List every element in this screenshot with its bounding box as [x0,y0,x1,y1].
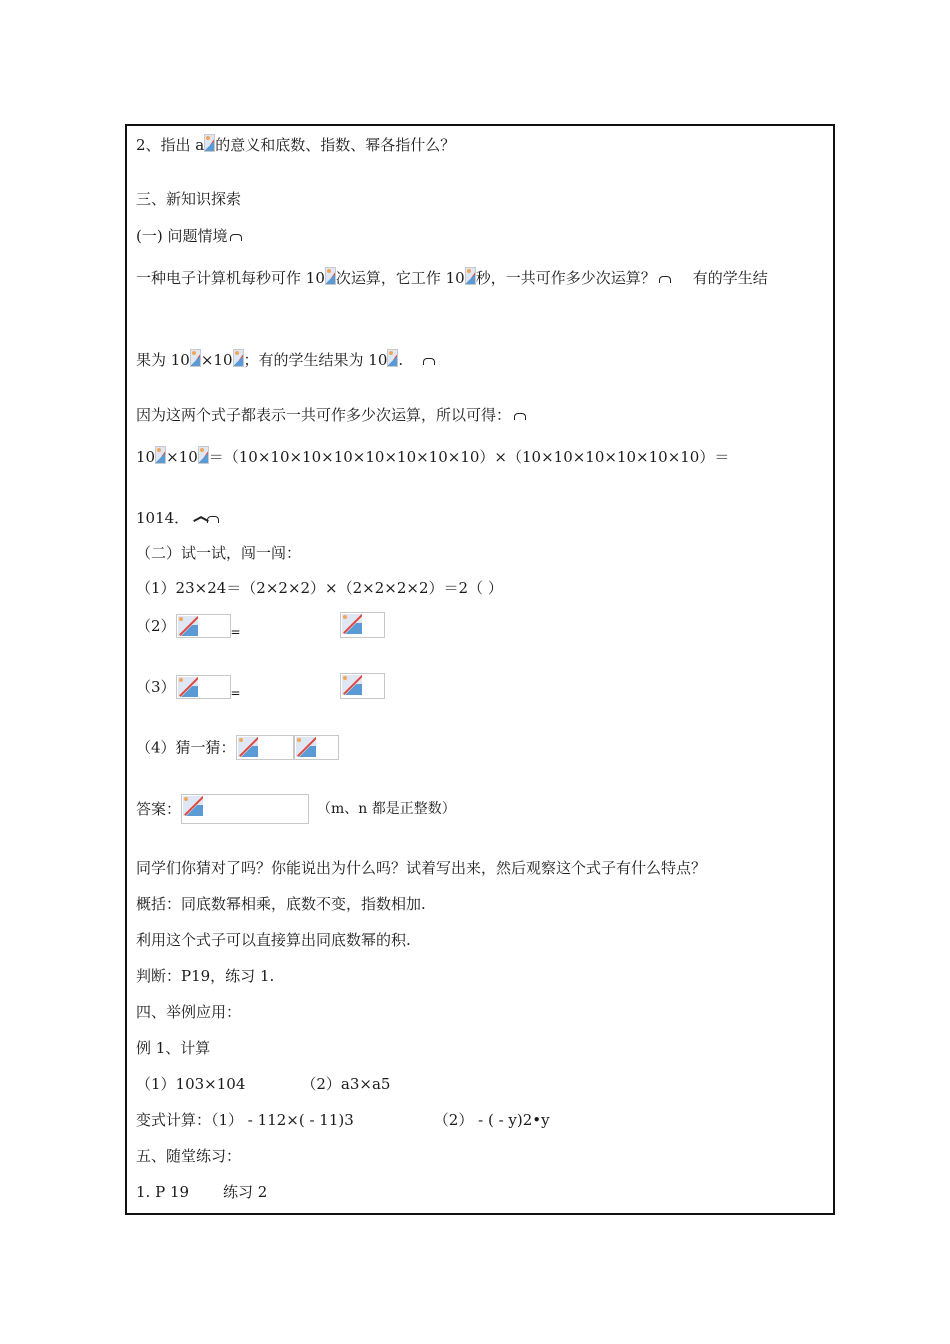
formula-box [236,735,294,760]
formula-image-icon [238,737,258,757]
judge-line: 判断：P19，练习 1. [136,967,275,985]
subsection-2-title: （二）试一试，闯一闯： [136,544,302,562]
section-5-title: 五、随堂练习： [136,1147,242,1165]
edit-mark-icon [659,276,671,283]
exercise-1: （1）23×24＝（2×2×2）×（2×2×2×2）＝2（ ） [136,579,503,597]
formula-image-icon [342,614,362,634]
formula-image-icon [465,267,476,285]
subsection-1-title: (一) 问题情境 [136,226,242,246]
formula-image-icon [178,677,198,697]
example-calc-line: （1）103×104 （2）a3×a5 [136,1075,391,1093]
edit-mark-icon [423,358,435,365]
exercise-2: （2） $_=$ [136,614,241,642]
edit-mark-icon [514,413,526,420]
section-4-title: 四、举例应用： [136,1003,242,1021]
question-2: 2、指出 a 的意义和底数、指数、幂各指什么？ [136,136,456,154]
formula-image-icon [155,446,166,464]
summary-line: 概括：同底数幂相乘，底数不变，指数相加. [136,895,426,913]
section-3-title: 三、新知识探索 [136,190,242,208]
formula-image-icon [325,267,336,285]
result-line: 果为 10 ×10 ；有的学生结果为 10 . [136,349,435,370]
because-line: 因为这两个式子都表示一共可作多少次运算，所以可得： [136,405,526,425]
formula-image-icon [198,446,209,464]
formula-box [181,794,309,824]
formula-box [294,735,339,760]
formula-box [176,675,231,699]
exercise-2-answer [340,612,385,638]
edit-mark-icon [230,234,242,241]
practice-line: 1. P 19 练习 2 [136,1183,268,1201]
formula-image-icon [296,737,316,757]
think-line: 同学们你猜对了吗？你能说出为什么吗？试着写出来，然后观察这个式子有什么特点？ [136,859,707,877]
formula-box [176,614,231,638]
exercise-4: （4）猜一猜： [136,735,339,760]
problem-line: 一种电子计算机每秒可作 10 次运算，它工作 10 秒，一共可作多少次运算？ 有的学生结 [136,269,768,287]
variant-line: 变式计算：（1） - 112×( - 11)3 （2） - ( - y)2•y [136,1111,550,1129]
expansion-line: 10 ×10 ＝（10×10×10×10×10×10×10×10）×（10×10×10×10×10×10）＝ [136,448,730,466]
exercise-3-answer [340,673,385,699]
caret-mark-icon [193,515,207,523]
formula-box [340,612,385,638]
use-line: 利用这个式子可以直接算出同底数幂的积. [136,931,411,949]
formula-image-icon [183,796,203,816]
example-1-title: 例 1、计算 [136,1039,211,1057]
formula-image-icon [342,675,362,695]
formula-image-icon [387,349,398,367]
formula-image-icon [178,616,198,636]
exercise-3: （3） $_=$ [136,675,241,703]
formula-image-icon [233,349,244,367]
formula-image-icon [204,134,215,152]
answer-line: 答案： （m、n 都是正整数） [136,794,456,824]
formula-box [340,673,385,699]
formula-image-icon [190,349,201,367]
result-value-line: 1014． [136,508,219,528]
edit-mark-icon [207,516,219,523]
